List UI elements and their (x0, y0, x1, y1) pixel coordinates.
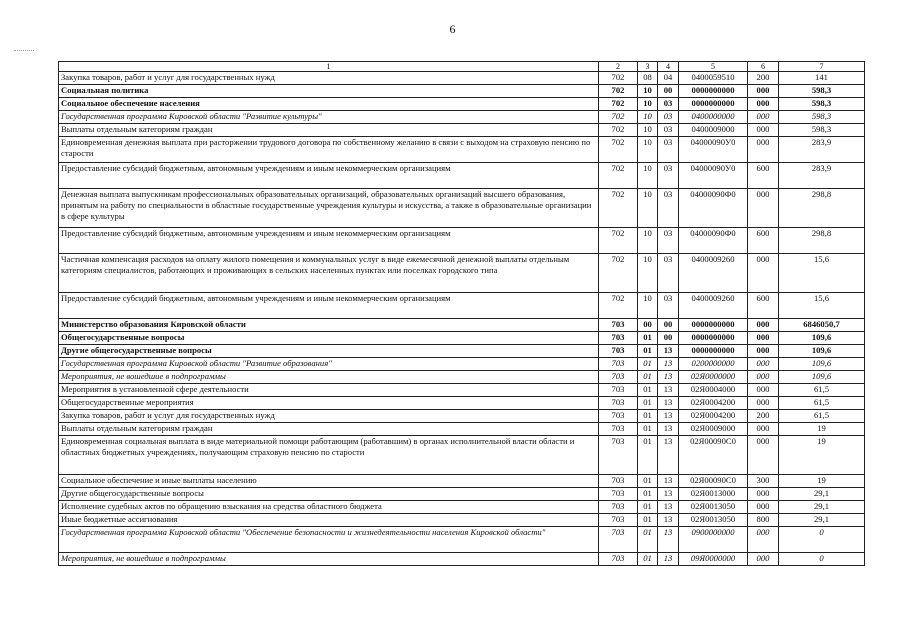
table-row (59, 319, 865, 332)
row-target-item: 02Я0009000 (679, 423, 748, 436)
row-name: Государственная программа Кировской области "Развитие культуры" (59, 111, 599, 124)
row-subsection: 13 (658, 514, 679, 527)
row-name: Государственная программа Кировской области "Развитие образования" (59, 358, 599, 371)
row-section: 01 (638, 332, 658, 345)
row-amount: 19 (779, 436, 865, 475)
row-subsection: 13 (658, 384, 679, 397)
row-name: Закупка товаров, работ и услуг для государственных нужд (59, 410, 599, 423)
row-name: Социальная политика (59, 85, 599, 98)
table-row (59, 501, 865, 514)
row-name: Исполнение судебных актов по обращению взыскания на средства областного бюджета (59, 501, 599, 514)
row-name: Министерство образования Кировской области (59, 319, 599, 332)
row-subsection: 03 (658, 254, 679, 293)
row-target-item: 0400009000 (679, 124, 748, 137)
row-expense-type: 600 (748, 293, 779, 319)
row-amount: 109,6 (779, 345, 865, 358)
table-row (59, 254, 865, 293)
row-subsection: 13 (658, 358, 679, 371)
row-ministry-code: 703 (599, 501, 638, 514)
row-subsection: 03 (658, 98, 679, 111)
row-section: 01 (638, 410, 658, 423)
header-col-7: 7 (779, 62, 865, 72)
row-name: Закупка товаров, работ и услуг для государственных нужд (59, 72, 599, 85)
table-row (59, 514, 865, 527)
row-name: Другие общегосударственные вопросы (59, 345, 599, 358)
row-amount: 298,8 (779, 189, 865, 228)
row-subsection: 03 (658, 111, 679, 124)
row-amount: 283,9 (779, 163, 865, 189)
row-target-item: 02Я0004200 (679, 397, 748, 410)
row-name: Предоставление субсидий бюджетным, автономным учреждениям и иным некоммерческим организациям (59, 163, 599, 189)
header-col-1: 1 (59, 62, 599, 72)
row-expense-type: 000 (748, 332, 779, 345)
row-section: 01 (638, 397, 658, 410)
row-subsection: 13 (658, 410, 679, 423)
row-target-item: 0400009260 (679, 254, 748, 293)
row-name: Общегосударственные вопросы (59, 332, 599, 345)
row-ministry-code: 703 (599, 384, 638, 397)
row-name: Предоставление субсидий бюджетным, автономным учреждениям и иным некоммерческим организациям (59, 293, 599, 319)
table-row (59, 228, 865, 254)
row-expense-type: 000 (748, 319, 779, 332)
table-row (59, 345, 865, 358)
row-name: Социальное обеспечение и иные выплаты населению (59, 475, 599, 488)
row-amount: 29,1 (779, 488, 865, 501)
table-row (59, 137, 865, 163)
row-target-item: 0400000000 (679, 111, 748, 124)
row-ministry-code: 703 (599, 527, 638, 553)
row-ministry-code: 703 (599, 371, 638, 384)
row-target-item: 04000090Ф0 (679, 189, 748, 228)
row-expense-type: 600 (748, 163, 779, 189)
row-name: Единовременная денежная выплата при расторжении трудового договора по собственному желанию в связи с выходом на страховую пенсию по старости (59, 137, 599, 163)
row-name: Общегосударственные мероприятия (59, 397, 599, 410)
row-target-item: 0200000000 (679, 358, 748, 371)
row-subsection: 13 (658, 553, 679, 566)
row-target-item: 02Я00090С0 (679, 475, 748, 488)
row-section: 10 (638, 85, 658, 98)
row-target-item: 0000000000 (679, 98, 748, 111)
row-subsection: 03 (658, 137, 679, 163)
row-ministry-code: 703 (599, 423, 638, 436)
row-expense-type: 000 (748, 397, 779, 410)
row-amount: 598,3 (779, 85, 865, 98)
row-target-item: 02Я00090С0 (679, 436, 748, 475)
row-name: Выплаты отдельным категориям граждан (59, 423, 599, 436)
row-subsection: 13 (658, 501, 679, 514)
table-body (59, 72, 865, 566)
row-section: 01 (638, 436, 658, 475)
header-col-5: 5 (679, 62, 748, 72)
row-amount: 598,3 (779, 111, 865, 124)
row-target-item: 02Я0013000 (679, 488, 748, 501)
row-section: 01 (638, 358, 658, 371)
row-subsection: 13 (658, 527, 679, 553)
row-ministry-code: 703 (599, 514, 638, 527)
row-subsection: 03 (658, 124, 679, 137)
row-name: Государственная программа Кировской области "Обеспечение безопасности и жизнедеятельности населения Кировской области" (59, 527, 599, 553)
row-ministry-code: 702 (599, 72, 638, 85)
row-name: Мероприятия в установленной сфере деятельности (59, 384, 599, 397)
row-name: Предоставление субсидий бюджетным, автономным учреждениям и иным некоммерческим организациям (59, 228, 599, 254)
row-section: 10 (638, 124, 658, 137)
row-expense-type: 800 (748, 514, 779, 527)
row-ministry-code: 703 (599, 436, 638, 475)
row-subsection: 03 (658, 293, 679, 319)
row-target-item: 0000000000 (679, 319, 748, 332)
row-ministry-code: 702 (599, 111, 638, 124)
row-target-item: 0000000000 (679, 85, 748, 98)
header-col-2: 2 (599, 62, 638, 72)
row-section: 10 (638, 163, 658, 189)
table-row (59, 553, 865, 566)
row-subsection: 13 (658, 371, 679, 384)
row-section: 01 (638, 553, 658, 566)
row-section: 10 (638, 189, 658, 228)
row-subsection: 03 (658, 228, 679, 254)
row-section: 01 (638, 488, 658, 501)
row-section: 10 (638, 254, 658, 293)
row-expense-type: 000 (748, 358, 779, 371)
table-row (59, 475, 865, 488)
row-expense-type: 000 (748, 85, 779, 98)
row-section: 00 (638, 319, 658, 332)
header-col-6: 6 (748, 62, 779, 72)
table-row (59, 163, 865, 189)
row-section: 10 (638, 111, 658, 124)
row-amount: 15,6 (779, 293, 865, 319)
row-amount: 0 (779, 553, 865, 566)
row-ministry-code: 702 (599, 85, 638, 98)
row-target-item: 02Я0004000 (679, 384, 748, 397)
row-amount: 283,9 (779, 137, 865, 163)
row-target-item: 02Я0013050 (679, 514, 748, 527)
row-name: Другие общегосударственные вопросы (59, 488, 599, 501)
row-target-item: 02Я0004200 (679, 410, 748, 423)
table-row (59, 72, 865, 85)
table-row (59, 488, 865, 501)
row-ministry-code: 702 (599, 137, 638, 163)
row-expense-type: 600 (748, 228, 779, 254)
row-section: 10 (638, 228, 658, 254)
table-row (59, 111, 865, 124)
row-amount: 19 (779, 475, 865, 488)
row-target-item: 0900000000 (679, 527, 748, 553)
row-section: 10 (638, 137, 658, 163)
row-amount: 141 (779, 72, 865, 85)
row-ministry-code: 703 (599, 475, 638, 488)
row-name: Социальное обеспечение населения (59, 98, 599, 111)
row-name: Мероприятия, не вошедшие в подпрограммы (59, 553, 599, 566)
row-expense-type: 000 (748, 436, 779, 475)
table-row (59, 410, 865, 423)
row-expense-type: 000 (748, 384, 779, 397)
row-subsection: 00 (658, 85, 679, 98)
row-name: Иные бюджетные ассигнования (59, 514, 599, 527)
row-subsection: 13 (658, 475, 679, 488)
row-amount: 61,5 (779, 384, 865, 397)
row-ministry-code: 702 (599, 293, 638, 319)
row-subsection: 13 (658, 488, 679, 501)
table-row (59, 384, 865, 397)
budget-table (58, 61, 865, 566)
row-ministry-code: 703 (599, 345, 638, 358)
table-row (59, 397, 865, 410)
row-expense-type: 000 (748, 98, 779, 111)
row-expense-type: 000 (748, 189, 779, 228)
row-subsection: 00 (658, 319, 679, 332)
row-amount: 298,8 (779, 228, 865, 254)
table-row (59, 358, 865, 371)
header-col-4: 4 (658, 62, 679, 72)
row-target-item: 09Я0000000 (679, 553, 748, 566)
row-amount: 598,3 (779, 124, 865, 137)
page-number: 6 (449, 22, 456, 36)
row-expense-type: 200 (748, 410, 779, 423)
row-expense-type: 000 (748, 527, 779, 553)
row-ministry-code: 702 (599, 228, 638, 254)
row-expense-type: 000 (748, 124, 779, 137)
row-ministry-code: 703 (599, 553, 638, 566)
row-section: 10 (638, 98, 658, 111)
row-name: Денежная выплата выпускникам профессиональных образовательных организаций, образовательных организаций высшего образования, принятым на работу по специальности в областные государственные учреждения культуры и искусства, а также в образовательные организации в сфере культуры (59, 189, 599, 228)
row-section: 10 (638, 293, 658, 319)
row-amount: 6846050,7 (779, 319, 865, 332)
row-expense-type: 000 (748, 254, 779, 293)
row-subsection: 04 (658, 72, 679, 85)
row-subsection: 13 (658, 397, 679, 410)
table-row (59, 293, 865, 319)
row-subsection: 13 (658, 436, 679, 475)
row-amount: 0 (779, 527, 865, 553)
row-section: 01 (638, 514, 658, 527)
header-row (59, 62, 865, 72)
row-name: Частичная компенсация расходов на оплату жилого помещения и коммунальных услуг в виде ежемесячной денежной выплаты отдельным категориям специалистов, работающих и проживающих в сельских населенных пунктах или поселках городского типа (59, 254, 599, 293)
row-subsection: 03 (658, 163, 679, 189)
row-ministry-code: 703 (599, 319, 638, 332)
row-subsection: 13 (658, 423, 679, 436)
row-amount: 109,6 (779, 371, 865, 384)
row-section: 01 (638, 345, 658, 358)
row-section: 01 (638, 384, 658, 397)
row-expense-type: 000 (748, 501, 779, 514)
table-row (59, 527, 865, 553)
row-ministry-code: 702 (599, 98, 638, 111)
row-ministry-code: 703 (599, 358, 638, 371)
table-row (59, 423, 865, 436)
row-amount: 109,6 (779, 358, 865, 371)
row-amount: 29,1 (779, 514, 865, 527)
row-target-item: 0400059510 (679, 72, 748, 85)
row-ministry-code: 702 (599, 163, 638, 189)
row-section: 01 (638, 475, 658, 488)
row-amount: 15,6 (779, 254, 865, 293)
row-target-item: 04000090У0 (679, 163, 748, 189)
row-amount: 61,5 (779, 410, 865, 423)
row-name: Мероприятия, не вошедшие в подпрограммы (59, 371, 599, 384)
row-ministry-code: 703 (599, 488, 638, 501)
header-col-3: 3 (638, 62, 658, 72)
row-ministry-code: 702 (599, 189, 638, 228)
row-target-item: 04000090У0 (679, 137, 748, 163)
row-section: 01 (638, 501, 658, 514)
table-row (59, 371, 865, 384)
row-target-item: 02Я0000000 (679, 371, 748, 384)
row-expense-type: 200 (748, 72, 779, 85)
row-expense-type: 000 (748, 111, 779, 124)
row-amount: 19 (779, 423, 865, 436)
row-expense-type: 300 (748, 475, 779, 488)
table-row (59, 436, 865, 475)
row-section: 01 (638, 371, 658, 384)
row-subsection: 13 (658, 345, 679, 358)
row-ministry-code: 703 (599, 397, 638, 410)
row-section: 08 (638, 72, 658, 85)
row-expense-type: 000 (748, 371, 779, 384)
row-ministry-code: 703 (599, 332, 638, 345)
row-amount: 61,5 (779, 397, 865, 410)
row-ministry-code: 702 (599, 124, 638, 137)
table-row (59, 85, 865, 98)
row-expense-type: 000 (748, 137, 779, 163)
table-row (59, 124, 865, 137)
row-target-item: 02Я0013050 (679, 501, 748, 514)
table-row (59, 332, 865, 345)
row-target-item: 0000000000 (679, 332, 748, 345)
row-amount: 598,3 (779, 98, 865, 111)
row-amount: 29,1 (779, 501, 865, 514)
row-ministry-code: 702 (599, 254, 638, 293)
row-target-item: 0000000000 (679, 345, 748, 358)
row-expense-type: 000 (748, 553, 779, 566)
row-section: 01 (638, 527, 658, 553)
row-expense-type: 000 (748, 345, 779, 358)
row-expense-type: 000 (748, 488, 779, 501)
margin-mark (14, 50, 34, 57)
table-row (59, 98, 865, 111)
row-expense-type: 000 (748, 423, 779, 436)
row-section: 01 (638, 423, 658, 436)
row-name: Единовременная социальная выплата в виде материальной помощи работающим (работавшим) в органах исполнительной власти области и областных бюджетных учреждениях, получающим страховую пенсию по старости (59, 436, 599, 475)
row-target-item: 0400009260 (679, 293, 748, 319)
row-name: Выплаты отдельным категориям граждан (59, 124, 599, 137)
row-target-item: 04000090Ф0 (679, 228, 748, 254)
row-amount: 109,6 (779, 332, 865, 345)
table-row (59, 189, 865, 228)
row-subsection: 00 (658, 332, 679, 345)
row-ministry-code: 703 (599, 410, 638, 423)
row-subsection: 03 (658, 189, 679, 228)
